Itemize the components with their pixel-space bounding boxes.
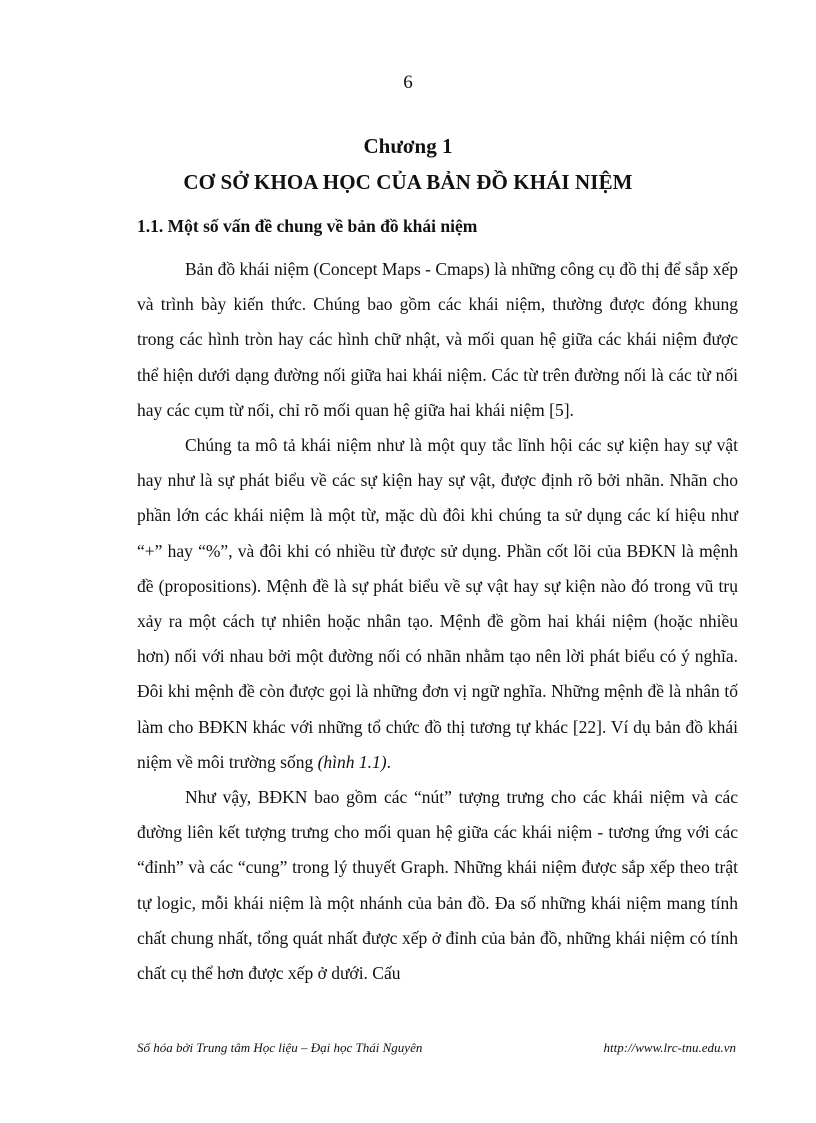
figure-reference: (hình 1.1): [317, 751, 387, 772]
footer-source: Số hóa bởi Trung tâm Học liệu – Đại học Thái Nguyên: [137, 1040, 423, 1055]
paragraph-concept-maps: Bản đồ khái niệm (Concept Maps - Cmaps) là những công cụ đồ thị để sắp xếp và trình bày kiến thức. Chúng bao gồm các khái niệm, thường được đóng khung trong các hình tròn hay các hình chữ nhật, và mối quan hệ giữa các khái niệm được thể hiện dưới dạng đường nối giữa hai khái niệm. Các từ trên đường nối là các từ nối hay các cụm từ nối, chỉ rõ mối quan hệ giữa hai khái niệm [5].: [137, 259, 738, 420]
paragraph-text: Chúng ta mô tả khái niệm như là một quy tắc lĩnh hội các sự kiện hay sự vật hay như là sự phát biểu về các sự kiện hay sự vật, được định rõ bởi nhãn. Nhãn cho phần lớn các khái niệm là một từ, mặc dù đôi khi chúng ta sử dụng các kí hiệu như “+” hay “%”, và đôi khi có nhiều từ được sử dụng. Phần cốt lõi của BĐKN là mệnh đề (propositions). Mệnh đề là sự phát biểu về sự vật hay sự kiện nào đó trong vũ trụ xảy ra một cách tự nhiên hoặc nhân tạo. Mệnh đề gồm hai khái niệm (hoặc nhiều hơn) nối với nhau bởi một đường nối có nhãn nhằm tạo nên lời phát biểu có ý nghĩa. Đôi khi mệnh đề còn được gọi là những đơn vị ngữ nghĩa. Những mệnh đề là nhân tố làm cho BĐKN khác với những tổ chức đồ thị tương tự khác [22]. Ví dụ bản đồ khái niệm về môi trường sống: [137, 435, 738, 772]
paragraph-concept-definition: [137, 428, 738, 780]
page-number: 6: [403, 72, 413, 93]
section-heading: 1.1. Một số vấn đề chung về bản đồ khái niệm: [137, 216, 478, 236]
paragraph-tail: .: [386, 751, 392, 772]
chapter-subtitle: CƠ SỞ KHOA HỌC CỦA BẢN ĐỒ KHÁI NIỆM: [183, 170, 633, 194]
footer-url: http://www.lrc-tnu.edu.vn: [603, 1040, 736, 1055]
chapter-title: Chương 1: [363, 134, 453, 158]
paragraph-nodes-links: Như vậy, BĐKN bao gồm các “nút” tượng trưng cho các khái niệm và các đường liên kết tượng trưng cho mối quan hệ giữa các khái niệm - tương ứng với các “đỉnh” và các “cung” trong lý thuyết Graph. Những khái niệm được sắp xếp theo trật tự logic, mỗi khái niệm là một nhánh của bản đồ. Đa số những khái niệm mang tính chất chung nhất, tổng quát nhất được xếp ở đỉnh của bản đồ, những khái niệm có tính chất cụ thể hơn được xếp ở dưới. Cấu: [137, 787, 738, 984]
body-text: [137, 252, 738, 991]
